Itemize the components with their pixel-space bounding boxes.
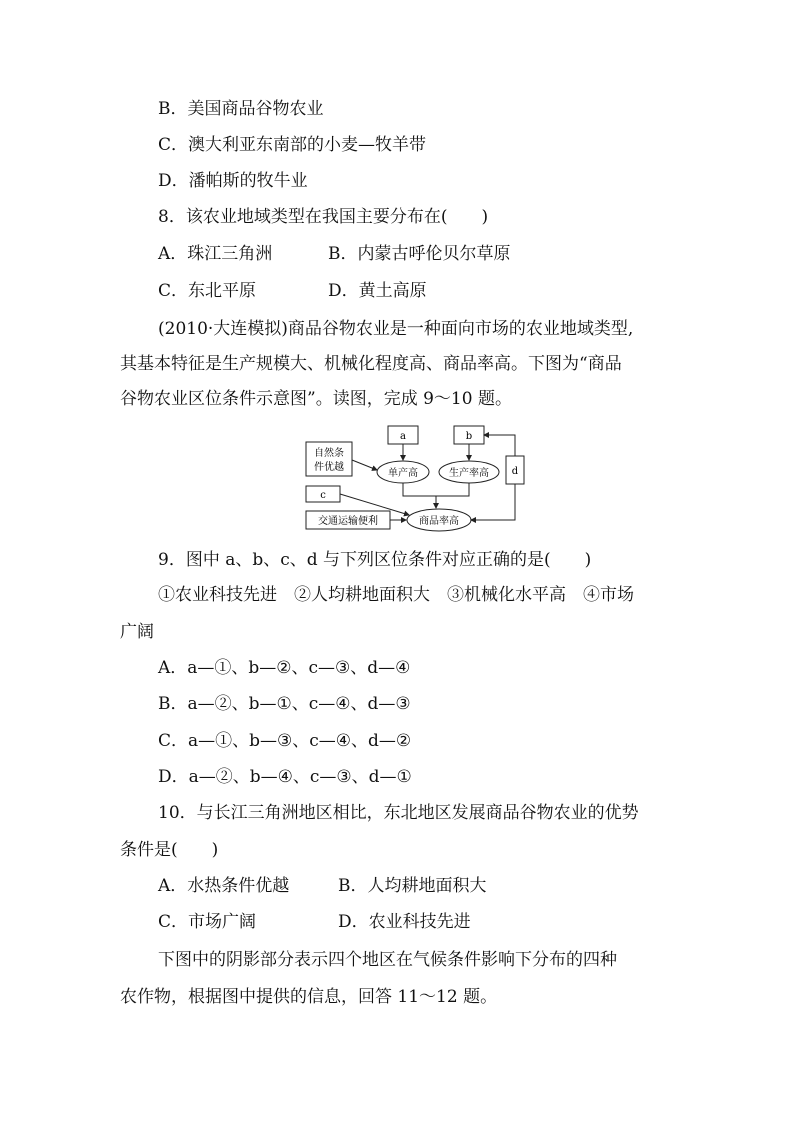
next-passage-line-1: 下图中的阴影部分表示四个地区在气候条件影响下分布的四种 <box>158 950 617 970</box>
q8-option-d: D．黄土高原 <box>328 281 427 301</box>
natural-conditions-label-1: 自然条 <box>314 448 344 459</box>
q8-stem: 8．该农业地域类型在我国主要分布在( ) <box>158 207 489 227</box>
q9-option-c: C．a—①、b—③、c—④、d—② <box>158 731 412 751</box>
q10-option-c: C．市场广阔 <box>158 912 257 932</box>
passage-line-1: (2010·大连模拟)商品谷物农业是一种面向市场的农业地域类型, <box>158 319 634 339</box>
q8-option-b: B．内蒙古呼伦贝尔草原 <box>328 244 511 264</box>
q10-stem-line-2: 条件是( ) <box>120 840 219 860</box>
q9-stem: 9．图中 a、b、c、d 与下列区位条件对应正确的是( ) <box>158 550 592 570</box>
transport-label: 交通运输便利 <box>318 516 378 527</box>
option-c-prev: C．澳大利亚东南部的小麦—牧羊带 <box>158 135 427 155</box>
q8-option-a: A．珠江三角洲 <box>158 244 273 264</box>
box-d-label: d <box>511 466 519 477</box>
box-c-label: c <box>320 490 326 501</box>
high-yield-label: 单产高 <box>388 468 418 479</box>
q9-items-line-1: ①农业科技先进 ②人均耕地面积大 ③机械化水平高 ④市场 <box>158 585 634 605</box>
high-commodity-label: 商品率高 <box>419 516 459 527</box>
q10-option-d: D．农业科技先进 <box>338 912 471 932</box>
arrow-natural-to-yield <box>352 460 377 470</box>
high-productivity-label: 生产率高 <box>449 468 489 479</box>
q10-option-a: A．水热条件优越 <box>158 876 290 896</box>
arrow-d-to-b <box>484 435 515 456</box>
arrow-d-to-commodity <box>471 484 515 520</box>
passage-line-3: 谷物农业区位条件示意图”。读图，完成 9～10 题。 <box>120 389 512 409</box>
option-d-prev: D．潘帕斯的牧牛业 <box>158 171 308 191</box>
q8-option-c: C．东北平原 <box>158 281 257 301</box>
q9-option-d: D．a—②、b—④、c—③、d—① <box>158 767 412 787</box>
natural-conditions-label-2: 件优越 <box>314 462 344 473</box>
arrow-yield-productivity-to-commodity <box>403 483 469 496</box>
q9-option-b: B．a—②、b—①、c—④、d—③ <box>158 694 411 714</box>
box-a-label: a <box>400 431 406 442</box>
passage-line-2: 其基本特征是生产规模大、机械化程度高、商品率高。下图为“商品 <box>120 354 622 374</box>
q9-items-line-2: 广阔 <box>120 622 154 642</box>
q10-stem-line-1: 10．与长江三角洲地区相比，东北地区发展商品谷物农业的优势 <box>158 803 639 823</box>
location-conditions-diagram <box>300 420 540 536</box>
next-passage-line-2: 农作物，根据图中提供的信息，回答 11～12 题。 <box>120 987 498 1007</box>
q10-option-b: B．人均耕地面积大 <box>338 876 487 896</box>
q9-option-a: A．a—①、b—②、c—③、d—④ <box>158 658 411 678</box>
option-b-prev: B．美国商品谷物农业 <box>158 99 324 119</box>
box-b-label: b <box>465 431 473 442</box>
